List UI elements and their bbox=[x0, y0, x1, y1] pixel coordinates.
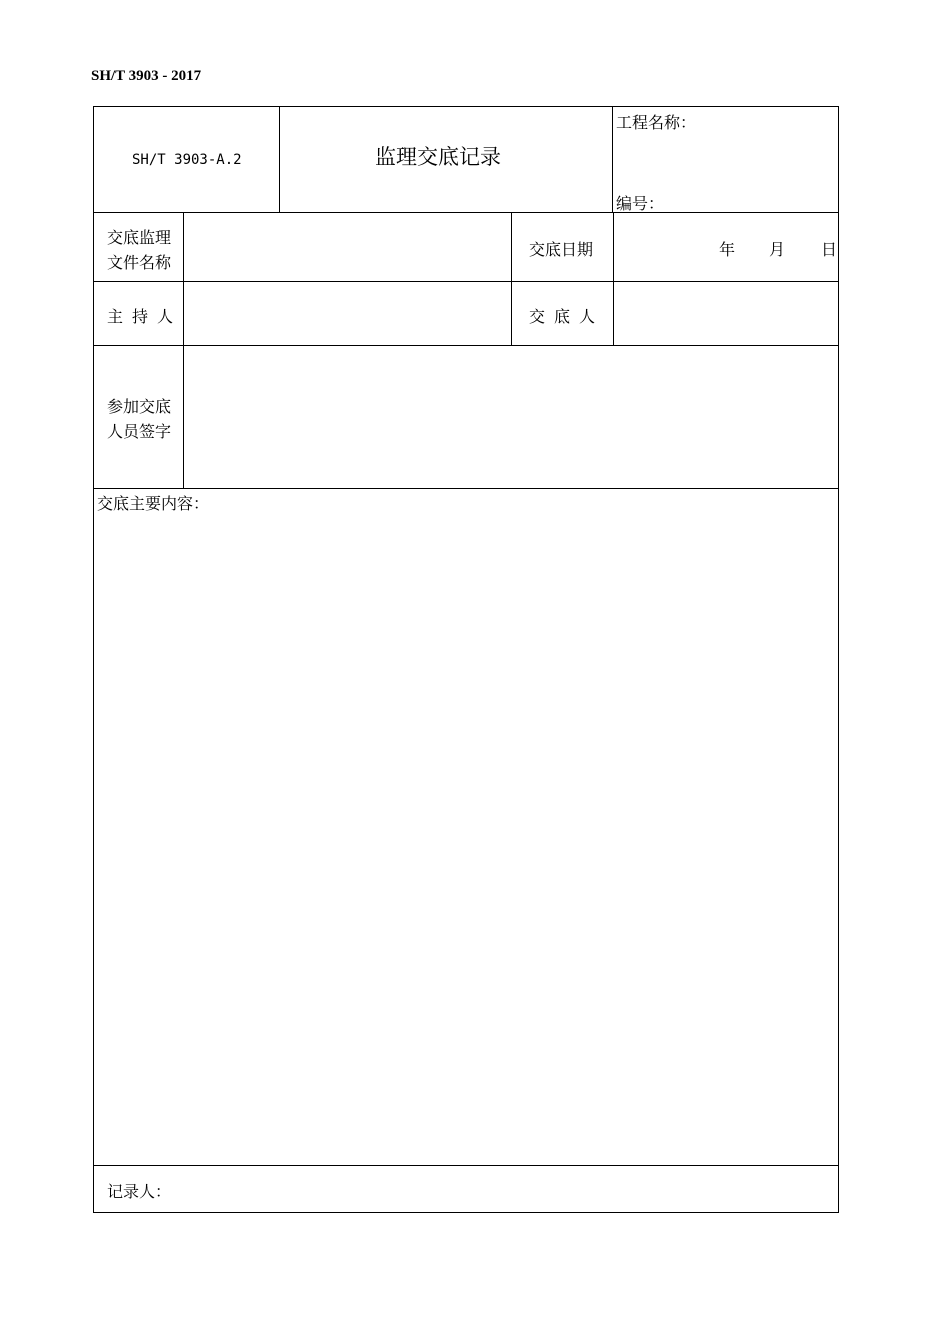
row-divider bbox=[94, 1165, 838, 1166]
form-code: SH/T 3903-A.2 bbox=[132, 152, 242, 168]
date-label: 交底日期 bbox=[529, 240, 594, 259]
form-table bbox=[93, 106, 839, 1213]
project-name-label: 工程名称： bbox=[616, 113, 697, 132]
row-divider bbox=[94, 212, 838, 213]
standard-header: SH/T 3903 - 2017 bbox=[91, 68, 202, 84]
row-divider bbox=[94, 281, 838, 282]
column-divider bbox=[613, 212, 614, 345]
doc-name-label-line1: 交底监理 bbox=[107, 228, 172, 247]
column-divider bbox=[279, 107, 280, 212]
attendees-label-line1: 参加交底 bbox=[107, 397, 172, 416]
row-divider bbox=[94, 345, 838, 346]
date-month: 月 bbox=[769, 240, 786, 259]
date-day: 日 bbox=[821, 240, 838, 259]
column-divider bbox=[511, 212, 512, 345]
recorder-label: 记录人： bbox=[107, 1182, 172, 1201]
column-divider bbox=[183, 212, 184, 488]
date-year: 年 bbox=[719, 240, 736, 259]
row-divider bbox=[94, 488, 838, 489]
host-label: 主持人 bbox=[107, 307, 183, 326]
column-divider bbox=[612, 107, 613, 212]
presenter-label: 交底人 bbox=[529, 307, 605, 326]
serial-no-label: 编号： bbox=[616, 194, 665, 213]
doc-name-label-line2: 文件名称 bbox=[107, 253, 172, 272]
form-title: 监理交底记录 bbox=[375, 145, 501, 169]
attendees-label-line2: 人员签字 bbox=[107, 422, 172, 441]
content-label: 交底主要内容： bbox=[97, 494, 210, 513]
